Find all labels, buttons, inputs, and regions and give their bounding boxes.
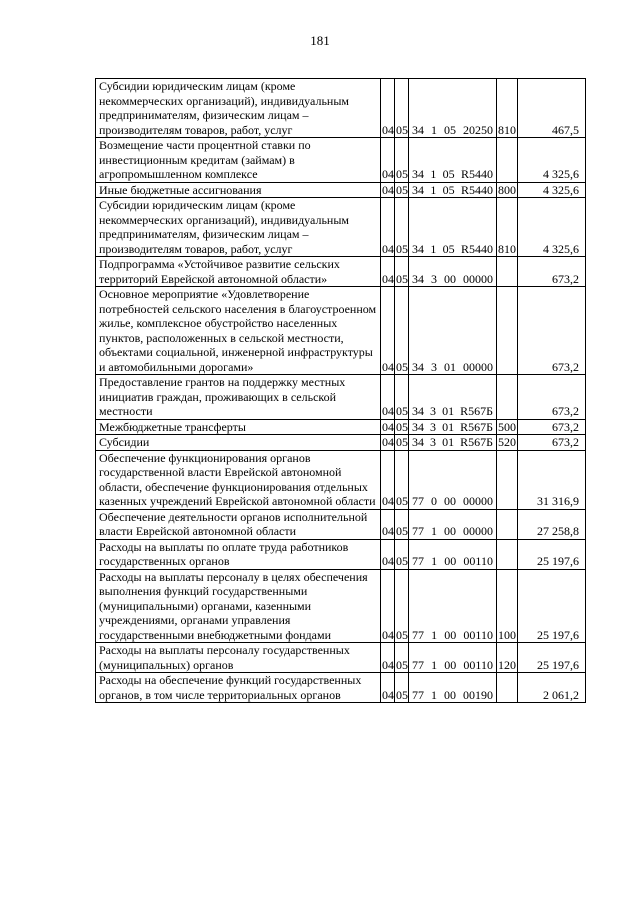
expense-type-cell (497, 138, 518, 183)
target-article-part: 00190 (463, 687, 493, 702)
target-article-cell (409, 450, 497, 509)
target-article-cell (409, 643, 497, 673)
target-article-part: 00000 (463, 524, 493, 538)
target-article-part: 3 (431, 359, 437, 374)
target-article-cell (409, 198, 497, 257)
expense-type-cell (497, 287, 518, 375)
subsection-code-cell: 05 (395, 375, 409, 420)
table-row (96, 643, 586, 673)
target-article-part: 05 (444, 122, 456, 137)
page-number: 181 (310, 33, 330, 48)
target-article-part: 1 (431, 524, 437, 538)
target-article-code (411, 167, 494, 182)
target-article-cell (409, 673, 497, 703)
target-article-part: R5440 (460, 241, 493, 256)
target-article-part: 34 (412, 359, 424, 374)
target-article-code (411, 494, 494, 509)
table-row (96, 419, 586, 435)
amount-cell: 673,2 (518, 375, 586, 420)
section-code-cell: 04 (382, 435, 394, 449)
target-article-part: 1 (430, 241, 437, 256)
target-article-cell (409, 287, 497, 375)
target-article-part: 1 (431, 687, 437, 702)
target-article-part: 00 (444, 554, 457, 568)
table-row (96, 673, 586, 703)
target-article-part: 00 (444, 271, 456, 286)
target-article-part: 1 (431, 627, 438, 642)
target-article-part: 0 (431, 494, 437, 508)
target-article-part: 3 (430, 419, 437, 434)
table-row (96, 539, 586, 569)
target-article-part: 00110 (463, 554, 493, 568)
target-article-code (411, 688, 494, 703)
budget-table (95, 78, 586, 703)
subsection-code-cell: 05 (395, 79, 409, 138)
amount-cell: 673,2 (518, 435, 586, 451)
expense-type-cell (497, 539, 518, 569)
target-article-cell (409, 569, 497, 643)
target-article-part: 3 (431, 271, 437, 286)
target-article-code (411, 404, 494, 419)
expense-type-cell (497, 257, 518, 287)
section-code-cell: 04 (381, 287, 395, 375)
expense-name-cell: Подпрограмма «Устойчивое развитие сельских территорий Еврейской автономной области» (96, 257, 381, 287)
amount-cell: 25 197,6 (518, 539, 586, 569)
section-code-cell: 04 (382, 419, 394, 434)
table-row (96, 287, 586, 375)
section-code-cell: 04 (381, 673, 395, 703)
expense-name-cell: Субсидии (96, 435, 381, 451)
target-article-part: 01 (444, 359, 456, 374)
expense-name-cell: Субсидии юридическим лицам (кроме некоммерческих организаций), индивидуальным предпринимателям, физическим лицам – производителям товаров, работ, услуг (96, 79, 381, 138)
target-article-part: 77 (412, 657, 424, 672)
expense-name-cell: Обеспечение функционирования органов государственной власти Еврейской автономной области, обеспечение функционирования отдельных казенных учреждений Еврейской автономной области (96, 450, 381, 509)
target-article-part: 01 (442, 419, 455, 434)
target-article-part: 1 (431, 657, 438, 672)
expense-name-cell: Расходы на выплаты по оплате труда работников государственных органов (96, 539, 381, 569)
table-row (96, 435, 586, 451)
subsection-code-cell: 05 (395, 569, 409, 643)
expense-type-cell: 520 (498, 435, 516, 449)
target-article-cell (409, 138, 497, 183)
target-article-part: 05 (442, 167, 455, 181)
subsection-code-cell: 05 (395, 257, 409, 287)
section-code-cell: 04 (381, 569, 395, 643)
subsection-code-cell: 05 (395, 138, 409, 183)
expense-name-cell: Расходы на обеспечение функций государственных органов, в том числе территориальных органов (96, 673, 381, 703)
section-code-cell: 04 (381, 643, 395, 673)
target-article-part: 00 (444, 657, 457, 672)
target-article-code (411, 658, 494, 673)
amount-cell: 4 325,6 (518, 198, 586, 257)
target-article-part: 34 (412, 167, 424, 181)
target-article-part: 20250 (463, 122, 493, 137)
subsection-code-cell: 05 (395, 450, 409, 509)
target-article-part: R567Б (460, 419, 493, 434)
target-article-cell (409, 375, 497, 420)
table-row (96, 257, 586, 287)
target-article-part: 1 (430, 167, 437, 181)
target-article-part: 77 (412, 554, 424, 568)
expense-type-cell: 120 (497, 643, 518, 673)
expense-type-cell: 810 (497, 79, 518, 138)
target-article-cell (409, 79, 497, 138)
section-code-cell: 04 (381, 198, 395, 257)
section-code-cell: 04 (381, 450, 395, 509)
target-article-code (411, 242, 494, 257)
target-article-part: 34 (412, 182, 424, 197)
expense-type-cell: 800 (498, 182, 516, 197)
target-article-part: 3 (430, 404, 437, 418)
table-row (96, 450, 586, 509)
target-article-code (411, 628, 494, 643)
section-code-cell: 04 (381, 375, 395, 420)
target-article-code (411, 183, 494, 198)
expense-name-cell: Обеспечение деятельности органов исполнительной власти Еврейской автономной области (96, 509, 381, 539)
section-code-cell: 04 (381, 257, 395, 287)
subsection-code-cell: 05 (395, 287, 409, 375)
expense-name-cell: Иные бюджетные ассигнования (96, 182, 381, 198)
target-article-cell (409, 257, 497, 287)
target-article-part: 00000 (463, 359, 493, 374)
target-article-part: 05 (442, 241, 455, 256)
amount-cell: 25 197,6 (518, 643, 586, 673)
target-article-part: 77 (412, 524, 424, 538)
target-article-code (411, 435, 494, 450)
expense-name-cell: Предоставление грантов на поддержку местных инициатив граждан, проживающих в сельской местности (96, 375, 381, 420)
target-article-part: 34 (412, 271, 424, 286)
expense-type-cell: 810 (497, 198, 518, 257)
expense-name-cell: Субсидии юридическим лицам (кроме некоммерческих организаций), индивидуальным предпринимателям, физическим лицам – производителям товаров, работ, услуг (96, 198, 381, 257)
target-article-part: 01 (442, 435, 455, 449)
target-article-part: R567Б (460, 404, 493, 418)
target-article-part: 77 (412, 687, 424, 702)
expense-type-cell (497, 673, 518, 703)
amount-cell: 27 258,8 (518, 509, 586, 539)
expense-type-cell (497, 509, 518, 539)
target-article-part: 77 (412, 494, 424, 508)
amount-cell: 467,5 (518, 79, 586, 138)
target-article-part: 34 (412, 122, 424, 137)
amount-cell: 4 325,6 (518, 182, 586, 198)
target-article-part: 00110 (463, 657, 493, 672)
amount-cell: 25 197,6 (518, 569, 586, 643)
target-article-part: R5440 (460, 167, 493, 181)
target-article-part: 05 (442, 182, 455, 197)
target-article-code (411, 360, 494, 375)
target-article-part: 77 (412, 627, 424, 642)
table-row (96, 138, 586, 183)
target-article-part: 00000 (463, 271, 493, 286)
subsection-code-cell: 05 (395, 198, 409, 257)
target-article-part: R567Б (460, 435, 493, 449)
subsection-code-cell: 05 (395, 509, 409, 539)
target-article-part: 1 (431, 554, 438, 568)
target-article-cell (409, 539, 497, 569)
section-code-cell: 04 (381, 138, 395, 183)
amount-cell: 2 061,2 (518, 673, 586, 703)
target-article-code (411, 272, 494, 287)
expense-type-cell (497, 450, 518, 509)
subsection-code-cell: 05 (396, 419, 408, 434)
target-article-code (411, 123, 494, 138)
target-article-part: 3 (430, 435, 437, 449)
subsection-code-cell: 05 (395, 673, 409, 703)
section-code-cell: 04 (381, 539, 395, 569)
subsection-code-cell: 05 (395, 539, 409, 569)
section-code-cell: 04 (381, 509, 395, 539)
table-row (96, 182, 586, 198)
target-article-part: 1 (430, 182, 437, 197)
amount-cell: 4 325,6 (518, 138, 586, 183)
expense-name-cell: Межбюджетные трансферты (96, 419, 381, 435)
target-article-part: 00 (444, 687, 456, 702)
expense-type-cell (497, 375, 518, 420)
expense-name-cell: Возмещение части процентной ставки по инвестиционным кредитам (займам) в агропромышленном комплексе (96, 138, 381, 183)
subsection-code-cell: 05 (396, 182, 408, 197)
target-article-cell (409, 435, 497, 451)
table-row (96, 375, 586, 420)
table-row (96, 79, 586, 138)
target-article-code (411, 420, 494, 435)
target-article-part: 00 (444, 494, 456, 508)
target-article-part: 00000 (463, 494, 493, 508)
amount-cell: 673,2 (518, 287, 586, 375)
subsection-code-cell: 05 (396, 435, 408, 449)
table-row (96, 198, 586, 257)
expense-name-cell: Расходы на выплаты персоналу государственных (муниципальных) органов (96, 643, 381, 673)
table-row (96, 509, 586, 539)
target-article-part: 34 (412, 419, 424, 434)
table-row (96, 569, 586, 643)
amount-cell: 673,2 (518, 419, 586, 435)
target-article-part: 34 (412, 404, 424, 418)
amount-cell: 31 316,9 (518, 450, 586, 509)
target-article-part: R5440 (460, 182, 493, 197)
expense-type-cell: 500 (498, 419, 516, 434)
target-article-part: 00 (444, 627, 457, 642)
section-code-cell: 04 (382, 182, 394, 197)
subsection-code-cell: 05 (395, 643, 409, 673)
target-article-part: 34 (412, 241, 424, 256)
target-article-part: 34 (412, 435, 424, 449)
target-article-code (411, 554, 494, 569)
target-article-part: 00 (444, 524, 456, 538)
target-article-code (411, 524, 494, 539)
expense-name-cell: Основное мероприятие «Удовлетворение потребностей сельского населения в благоустроенном жилье, комплексное обустройство населенных пунктов, расположенных в сельской местности, объектами социальной, инженерной инфраструктуры и автомобильными дорогами» (96, 287, 381, 375)
section-code-cell: 04 (381, 79, 395, 138)
target-article-cell (409, 182, 497, 198)
amount-cell: 673,2 (518, 257, 586, 287)
expense-type-cell: 100 (497, 569, 518, 643)
target-article-part: 1 (431, 122, 437, 137)
budget-table-body (96, 79, 586, 703)
target-article-part: 00110 (463, 627, 493, 642)
target-article-cell (409, 509, 497, 539)
target-article-part: 01 (442, 404, 455, 418)
target-article-cell (409, 419, 497, 435)
expense-name-cell: Расходы на выплаты персоналу в целях обеспечения выполнения функций государственными (муниципальными) органами, казенными учреждениями, органами управления государственными внебюджетными фондами (96, 569, 381, 643)
